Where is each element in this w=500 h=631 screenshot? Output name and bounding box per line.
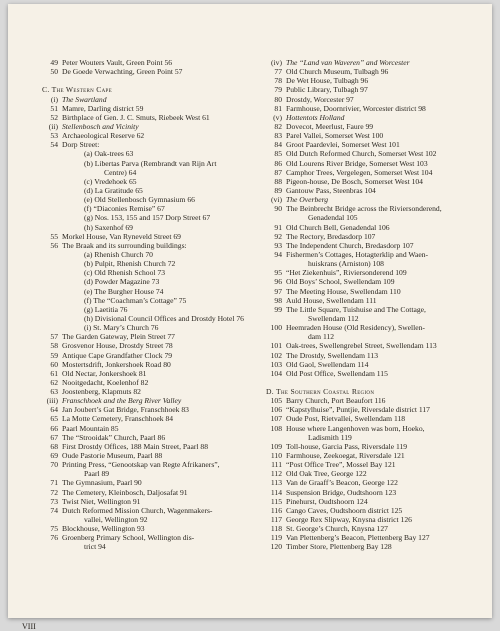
toc-entry-text: “Post Office Tree”, Mossel Bay 121 [286, 460, 396, 470]
toc-entry [266, 159, 476, 168]
toc-entry-continuation [42, 469, 248, 478]
toc-entry [266, 131, 476, 140]
toc-subentry-text: (d) La Gratitude 65 [84, 185, 143, 195]
toc-entry-text: Parel Vallei, Somerset West 100 [286, 131, 384, 141]
toc-subentry [42, 223, 248, 232]
toc-subentry-text: Centre) 64 [104, 167, 137, 177]
toc-entry [266, 296, 476, 305]
toc-entry [266, 442, 476, 451]
toc-entry [266, 506, 476, 515]
toc-entry-number: 113 [270, 478, 282, 488]
toc-entry [42, 131, 248, 140]
toc-subentry-text: (a) Rhenish Church 70 [84, 249, 153, 259]
toc-subentry-text: (e) Old Stellenbosch Gymnasium 66 [84, 195, 195, 205]
toc-entry-number: 66 [50, 423, 58, 433]
section-heading [42, 85, 248, 94]
toc-subentry-text: (c) Vredehoek 65 [84, 176, 137, 186]
toc-entry-continuation [266, 259, 476, 268]
toc-entry [266, 250, 476, 259]
toc-subsection [266, 195, 476, 204]
toc-entry-number: 95 [274, 268, 282, 278]
toc-entry-number: 50 [50, 67, 58, 77]
toc-entry [42, 405, 248, 414]
toc-entry-text: George Rex Slipway, Knysna district 126 [286, 515, 412, 525]
toc-entry [266, 122, 476, 131]
toc-subentry-text: (a) Oak-trees 63 [84, 149, 134, 159]
section-heading [266, 387, 476, 396]
toc-entry [266, 241, 476, 250]
toc-entry-number: 51 [50, 103, 58, 113]
toc-entry-number: 110 [270, 451, 282, 461]
toc-subentry [42, 305, 248, 314]
toc-entry-text: Old Lourens River Bridge, Somerset West 103 [286, 158, 428, 168]
toc-entry [266, 405, 476, 414]
toc-entry-number: 61 [50, 368, 58, 378]
toc-subentry-text: (f) “Diaconies Remise” 67 [84, 204, 165, 214]
toc-subentry [42, 268, 248, 277]
toc-entry-text: Paarl Mountain 85 [62, 423, 119, 433]
toc-entry-text: Drostdy, Worcester 97 [286, 94, 354, 104]
toc-entry [42, 533, 248, 542]
toc-entry-number: 105 [270, 396, 282, 406]
toc-subsection [266, 58, 476, 67]
toc-entry [266, 305, 476, 314]
toc-entry-text: St. George’s Church, Knysna 127 [286, 524, 388, 534]
toc-entry-number: 55 [50, 231, 58, 241]
toc-entry-text: Van Plettenberg’s Beacon, Plettenberg Bay 127 [286, 533, 430, 543]
toc-entry-text: Heemraden House (Old Residency), Swellen- [286, 323, 425, 333]
toc-entry-number: 99 [274, 304, 282, 314]
toc-entry-text: Nooitgedacht, Koelenhof 82 [62, 377, 149, 387]
toc-subentry [42, 259, 248, 268]
toc-entry-text: The Gymnasium, Paarl 90 [62, 478, 142, 488]
toc-subsection-title: Hottentots Holland [286, 112, 345, 122]
toc-entry [42, 387, 248, 396]
section-heading-text: C. The Western Cape [42, 85, 112, 95]
toc-entry-text: Old Gaol, Swellendam 114 [286, 359, 369, 369]
toc-entry [266, 168, 476, 177]
toc-subentry [42, 177, 248, 186]
toc-entry-text: dam 112 [308, 332, 335, 342]
toc-subentry [42, 287, 248, 296]
toc-entry-number: 81 [274, 103, 282, 113]
toc-entry-text: Old Post Office, Swellendam 115 [286, 368, 388, 378]
toc-entry-number: 102 [270, 350, 282, 360]
toc-entry-text: Old Church Bell, Genadendal 106 [286, 222, 390, 232]
toc-subentry-text: (e) The Burgher House 74 [84, 286, 164, 296]
toc-entry [266, 223, 476, 232]
toc-entry-text: De Wet House, Tulbagh 96 [286, 76, 369, 86]
toc-entry-number: 89 [274, 185, 282, 195]
toc-subentry-text: (g) Laetitia 76 [84, 304, 128, 314]
toc-entry-text: vallei, Wellington 92 [84, 515, 148, 525]
toc-entry-number: 116 [270, 505, 282, 515]
toc-entry-text: The Rectory, Bredasdorp 107 [286, 231, 376, 241]
toc-entry [266, 186, 476, 195]
toc-entry-number: 79 [274, 85, 282, 95]
toc-entry [266, 497, 476, 506]
toc-entry [42, 369, 248, 378]
toc-entry-number: 104 [270, 368, 282, 378]
toc-entry [42, 478, 248, 487]
toc-entry-number: 69 [50, 451, 58, 461]
toc-entry-continuation [42, 542, 248, 551]
toc-entry-continuation [266, 213, 476, 222]
toc-subsection [266, 113, 476, 122]
toc-entry [42, 488, 248, 497]
toc-entry-number: 70 [50, 460, 58, 470]
toc-entry-number: 118 [270, 524, 282, 534]
toc-entry-number: 53 [50, 131, 58, 141]
toc-entry-text: Ladismith 119 [308, 432, 352, 442]
toc-entry-number: 58 [50, 341, 58, 351]
toc-entry-number: 106 [270, 405, 282, 415]
toc-entry-number: 60 [50, 359, 58, 369]
toc-entry [42, 451, 248, 460]
toc-entry-text: Swellendam 112 [308, 313, 359, 323]
toc-entry [266, 469, 476, 478]
toc-entry-number: 84 [274, 140, 282, 150]
toc-subsection [42, 95, 248, 104]
toc-entry [42, 58, 248, 67]
toc-entry [266, 232, 476, 241]
toc-entry [266, 488, 476, 497]
toc-subentry [42, 159, 248, 168]
toc-entry-text: Mamre, Darling district 59 [62, 103, 144, 113]
toc-entry-text: Dovecot, Meerlust, Faure 99 [286, 121, 374, 131]
toc-entry-text: “Kapstylhuise”, Puntjie, Riversdale district 117 [286, 405, 430, 415]
toc-entry-number: 71 [50, 478, 58, 488]
toc-entry-number: (iii) [46, 396, 58, 406]
toc-entry-number: 101 [270, 341, 282, 351]
toc-entry-text: Groot Paardevlei, Somerset West 101 [286, 140, 400, 150]
toc-entry-text: Oude Pastorie Museum, Paarl 88 [62, 451, 163, 461]
toc-entry [266, 533, 476, 542]
toc-entry-number: 77 [274, 67, 282, 77]
toc-entry-text: Blockhouse, Wellington 93 [62, 524, 145, 534]
toc-entry [42, 424, 248, 433]
toc-entry-text: The Cemetery, Kleinbosch, Daljosafat 91 [62, 487, 188, 497]
toc-entry-text: Jan Joubert’s Gat Bridge, Franschhoek 83 [62, 405, 189, 415]
toc-subentry-text: (b) Libertas Parva (Rembrandt van Rijn Art [84, 158, 217, 168]
toc-entry-number: 52 [50, 112, 58, 122]
toc-entry-text: Old Boys’ School, Swellendam 109 [286, 277, 395, 287]
toc-entry-number: 98 [274, 295, 282, 305]
toc-entry-number: 87 [274, 167, 282, 177]
toc-subentry-text: (d) Powder Magazine 73 [84, 277, 160, 287]
toc-entry-number: (i) [50, 94, 58, 104]
toc-entry-number: 73 [50, 496, 58, 506]
page-number: VIII [22, 622, 36, 631]
toc-entry-number: 120 [270, 542, 282, 552]
toc-entry [42, 506, 248, 515]
toc-entry-continuation [266, 433, 476, 442]
toc-entry-number: 59 [50, 350, 58, 360]
toc-entry-text: Groenberg Primary School, Wellington dis- [62, 533, 195, 543]
toc-entry [266, 451, 476, 460]
toc-entry-text: Old Dutch Reformed Church, Somerset West 102 [286, 149, 437, 159]
toc-entry-text: huiskrans (Arniston) 108 [308, 259, 384, 269]
toc-entry-text: First Drostdy Offices, 188 Main Street, Paarl 88 [62, 441, 209, 451]
toc-subentry-text: (f) The “Coachman’s Cottage” 75 [84, 295, 187, 305]
toc-entry-number: (iv) [271, 58, 282, 67]
toc-entry-text: Farmhouse, Doornrivier, Worcester district 98 [286, 103, 426, 113]
toc-entry-number: 97 [274, 286, 282, 296]
toc-entry-number: 117 [270, 515, 282, 525]
toc-entry-number: 75 [50, 524, 58, 534]
toc-entry-text: Public Library, Tulbagh 97 [286, 85, 368, 95]
toc-entry-number: 96 [274, 277, 282, 287]
toc-entry-number: (ii) [48, 121, 58, 131]
toc-entry-text: “Het Ziekenhuis”, Riviersonderend 109 [286, 268, 407, 278]
toc-entry-text: Morkel House, Van Ryneveld Street 69 [62, 231, 181, 241]
toc-entry-number: (vi) [271, 195, 282, 205]
toc-entry-text: Old Church Museum, Tulbagh 96 [286, 67, 389, 77]
toc-subentry [42, 195, 248, 204]
toc-entry [266, 268, 476, 277]
toc-subentry-continuation [42, 168, 248, 177]
toc-entry-number: (v) [273, 112, 282, 122]
toc-entry-number: 49 [50, 58, 58, 67]
toc-entry [42, 341, 248, 350]
right-column [266, 58, 476, 552]
toc-entry-number: 103 [270, 359, 282, 369]
toc-entry-number: 92 [274, 231, 282, 241]
toc-entry [266, 414, 476, 423]
toc-entry-number: 115 [270, 496, 282, 506]
toc-entry-text: Suspension Bridge, Oudtshoorn 123 [286, 487, 397, 497]
toc-entry-number: 91 [274, 222, 282, 232]
toc-entry-text: The Braak and its surrounding buildings: [62, 240, 187, 250]
toc-entry-number: 111 [271, 460, 282, 470]
toc-entry [266, 542, 476, 551]
toc-entry [266, 515, 476, 524]
toc-entry-text: Camphor Trees, Vergelegen, Somerset West 104 [286, 167, 433, 177]
toc-entry [266, 277, 476, 286]
toc-entry [42, 351, 248, 360]
toc-entry-text: The “Strooidak” Church, Paarl 86 [62, 432, 166, 442]
toc-entry-number: 114 [270, 487, 282, 497]
toc-entry-number: 109 [270, 441, 282, 451]
toc-entry-text: Printing Press, “Genootskap van Regte Afrikaners”, [62, 460, 220, 470]
toc-subentry [42, 204, 248, 213]
toc-entry-number: 57 [50, 332, 58, 342]
toc-subentry-text: (c) Old Rhenish School 73 [84, 268, 165, 278]
toc-entry [42, 433, 248, 442]
toc-entry-text: Timber Store, Plettenberg Bay 128 [286, 542, 392, 552]
toc-entry-text: The Garden Gateway, Plein Street 77 [62, 332, 175, 342]
toc-subentry [42, 296, 248, 305]
toc-entry-number: 68 [50, 441, 58, 451]
spacer [42, 76, 248, 85]
toc-entry-number: 65 [50, 414, 58, 424]
toc-entry-text: Old Nectar, Jonkershoek 81 [62, 368, 147, 378]
toc-entry [266, 149, 476, 158]
toc-subentry-text: (i) St. Mary’s Church 76 [84, 323, 159, 333]
toc-entry [42, 497, 248, 506]
toc-entry-text: Van de Graaff’s Beacon, George 122 [286, 478, 398, 488]
toc-entry-number: 67 [50, 432, 58, 442]
toc-entry [42, 442, 248, 451]
toc-entry [266, 204, 476, 213]
toc-entry [266, 287, 476, 296]
toc-subsection-title: The “Land van Waveren” and Worcester [286, 58, 410, 67]
toc-entry-text: Cango Caves, Oudtshoorn district 125 [286, 505, 403, 515]
toc-entry-text: Oak-trees, Swellengrebel Street, Swellendam 113 [286, 341, 437, 351]
toc-entry [266, 351, 476, 360]
toc-entry-number: 54 [50, 140, 58, 150]
toc-entry-text: Genadendal 105 [308, 213, 358, 223]
toc-subentry-text: (h) Saxenhof 69 [84, 222, 133, 232]
toc-subsection-title: Stellenbosch and Vicinity [62, 121, 139, 131]
left-column [42, 58, 248, 552]
toc-entry-number: 107 [270, 414, 282, 424]
toc-entry [266, 76, 476, 85]
toc-entry-number: 112 [270, 469, 282, 479]
toc-entry-text: Toll-house, Garcia Pass, Riversdale 119 [286, 441, 408, 451]
toc-entry-continuation [266, 332, 476, 341]
toc-subentry [42, 323, 248, 332]
toc-entry-text: Oude Post, Rietvallei, Swellendam 118 [286, 414, 406, 424]
toc-subentry [42, 250, 248, 259]
toc-entry [266, 478, 476, 487]
toc-subentry-text: (g) Nos. 153, 155 and 157 Dorp Street 67 [84, 213, 211, 223]
toc-entry-text: Antique Cape Grandfather Clock 79 [62, 350, 173, 360]
toc-subentry [42, 149, 248, 158]
toc-entry-text: Old Oak Tree, George 122 [286, 469, 367, 479]
toc-entry-number: 62 [50, 377, 58, 387]
toc-entry [266, 341, 476, 350]
toc-entry [266, 85, 476, 94]
toc-entry-number: 78 [274, 76, 282, 86]
toc-entry-text: The Drostdy, Swellendam 113 [286, 350, 379, 360]
toc-subentry [42, 213, 248, 222]
toc-entry [266, 396, 476, 405]
toc-entry-number: 80 [274, 94, 282, 104]
toc-entry [266, 524, 476, 533]
toc-subsection [42, 396, 248, 405]
toc-entry-number: 63 [50, 387, 58, 397]
toc-entry [266, 104, 476, 113]
toc-entry-number: 76 [50, 533, 58, 543]
toc-entry-text: Dutch Reformed Mission Church, Wagenmakers- [62, 505, 213, 515]
toc-subsection-title: The Swartland [62, 94, 107, 104]
toc-entry-number: 72 [50, 487, 58, 497]
toc-entry-number: 119 [270, 533, 282, 543]
toc-entry-text: Joostenberg, Klapmuts 82 [62, 387, 141, 397]
toc-entry-number: 100 [270, 323, 282, 333]
toc-subentry-text: (h) Divisional Council Offices and Drostdy Hotel 76 [84, 313, 244, 323]
toc-entry-text: Birthplace of Gen. J. C. Smuts, Riebeek West 61 [62, 112, 210, 122]
section-heading-text: D. The Southern Coastal Region [266, 387, 375, 397]
toc-entry [42, 414, 248, 423]
toc-entry [266, 424, 476, 433]
toc-entry-text: Fishermen’s Cottages, Hotagterklip and Waen- [286, 249, 429, 259]
toc-entry-text: Paarl 89 [84, 469, 110, 479]
toc-entry-number: 86 [274, 158, 282, 168]
spacer [266, 378, 476, 387]
toc-entry-number: 94 [274, 249, 282, 259]
toc-subentry [42, 186, 248, 195]
toc-entry [42, 241, 248, 250]
toc-subentry-text: (b) Pulpit, Rhenish Church 72 [84, 259, 176, 269]
toc-subentry [42, 277, 248, 286]
toc-entry-number: 88 [274, 176, 282, 186]
toc-entry-number: 83 [274, 131, 282, 141]
toc-entry [42, 232, 248, 241]
toc-entry-text: Dorp Street: [62, 140, 100, 150]
toc-entry [266, 140, 476, 149]
toc-entry-text: Gantouw Pass, Steenbras 104 [286, 185, 376, 195]
toc-entry-number: 74 [50, 505, 58, 515]
toc-entry-text: Barry Church, Port Beaufort 116 [286, 396, 386, 406]
toc-subentry [42, 314, 248, 323]
toc-entry-text: The Beinbrecht Bridge across the Riviersonderend, [286, 204, 442, 214]
toc-entry-number: 82 [274, 121, 282, 131]
toc-entry [42, 140, 248, 149]
toc-entry-text: La Motte Cemetery, Franschhoek 84 [62, 414, 174, 424]
toc-entry [42, 113, 248, 122]
toc-entry-text: De Goede Verwachting, Green Point 57 [62, 67, 183, 77]
toc-entry [266, 67, 476, 76]
toc-entry-text: Mostertsdrift, Jonkershoek Road 80 [62, 359, 171, 369]
toc-entry [42, 524, 248, 533]
toc-entry-text: The Independent Church, Bredasdorp 107 [286, 240, 414, 250]
toc-entry-number: 85 [274, 149, 282, 159]
toc-entry-text: The Meeting House, Swellendam 110 [286, 286, 401, 296]
toc-entry [42, 360, 248, 369]
toc-entry [266, 369, 476, 378]
toc-entry-text: Farmhouse, Zeekoegat, Riversdale 121 [286, 451, 405, 461]
toc-entry [42, 378, 248, 387]
toc-entry-number: 108 [270, 423, 282, 433]
toc-entry-number: 90 [274, 204, 282, 214]
toc-entry [42, 332, 248, 341]
toc-entry-text: Peter Wouters Vault, Green Point 56 [62, 58, 173, 67]
toc-entry-text: Auld House, Swellendam 111 [286, 295, 377, 305]
toc-entry-number: 93 [274, 240, 282, 250]
toc-entry [266, 323, 476, 332]
toc-entry-text: Archaeological Reserve 62 [62, 131, 145, 141]
toc-subsection-title: Franschhoek and the Berg River Valley [62, 396, 182, 406]
toc-subsection-title: The Overberg [286, 195, 329, 205]
toc-entry [266, 360, 476, 369]
toc-entry-text: Pinehurst, Oudtshoorn 124 [286, 496, 368, 506]
toc-entry-text: Grosvenor House, Drostdy Street 78 [62, 341, 173, 351]
toc-entry [42, 104, 248, 113]
toc-entry [42, 67, 248, 76]
toc-entry [266, 95, 476, 104]
toc-entry-text: Twist Niet, Wellington 91 [62, 496, 141, 506]
toc-entry [266, 177, 476, 186]
toc-entry-text: trict 94 [84, 542, 106, 552]
toc-entry-text: House where Langenhoven was born, Hoeko, [286, 423, 425, 433]
toc-entry [42, 460, 248, 469]
toc-entry-text: Pigeon-house, De Bosch, Somerset West 104 [286, 176, 423, 186]
toc-entry-text: The Little Square, Tuishuise and The Cottage, [286, 304, 426, 314]
toc-entry-number: 56 [50, 240, 58, 250]
toc-entry-continuation [42, 515, 248, 524]
book-page [8, 4, 492, 618]
toc-entry-number: 64 [50, 405, 58, 415]
toc-subsection [42, 122, 248, 131]
toc-entry [266, 460, 476, 469]
toc-entry-continuation [266, 314, 476, 323]
